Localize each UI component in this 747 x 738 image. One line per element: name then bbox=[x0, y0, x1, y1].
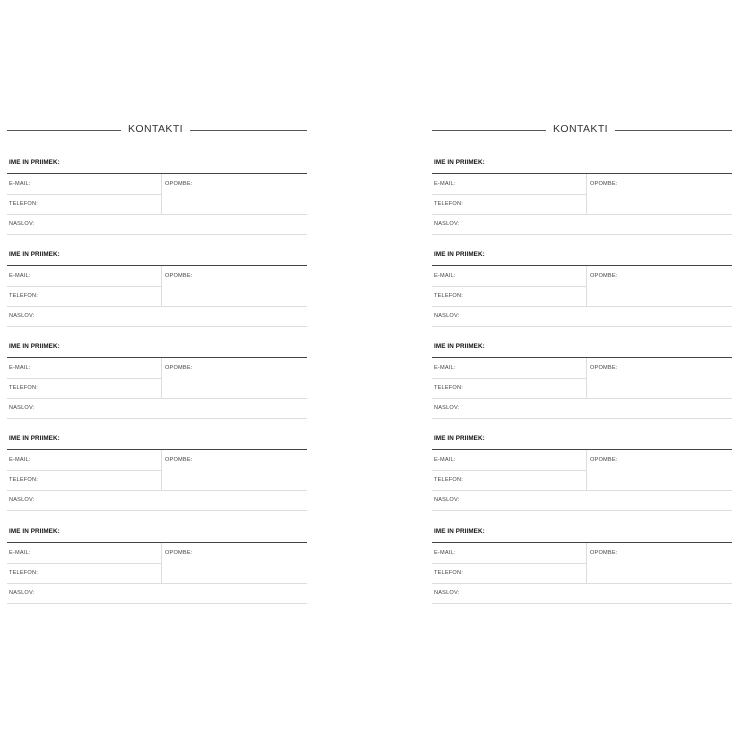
page-title: KONTAKTI bbox=[553, 123, 608, 135]
phone-label: TELEFON: bbox=[9, 477, 38, 483]
contact-entry bbox=[7, 159, 307, 239]
name-field[interactable] bbox=[7, 173, 307, 174]
contact-entry bbox=[432, 343, 732, 423]
phone-label: TELEFON: bbox=[434, 201, 463, 207]
phone-label: TELEFON: bbox=[434, 385, 463, 391]
address-field[interactable] bbox=[7, 603, 307, 604]
name-label: IME IN PRIIMEK: bbox=[434, 435, 485, 442]
phone-field[interactable] bbox=[432, 398, 732, 399]
phone-label: TELEFON: bbox=[9, 201, 38, 207]
email-label: E-MAIL: bbox=[9, 181, 31, 187]
phone-label: TELEFON: bbox=[434, 477, 463, 483]
name-label: IME IN PRIIMEK: bbox=[434, 251, 485, 258]
name-label: IME IN PRIIMEK: bbox=[434, 528, 485, 535]
email-field[interactable] bbox=[432, 194, 586, 195]
email-field[interactable] bbox=[432, 378, 586, 379]
column-divider bbox=[586, 358, 587, 398]
address-label: NASLOV: bbox=[434, 590, 460, 596]
address-field[interactable] bbox=[7, 326, 307, 327]
email-label: E-MAIL: bbox=[434, 365, 456, 371]
address-label: NASLOV: bbox=[9, 405, 35, 411]
address-field[interactable] bbox=[432, 326, 732, 327]
name-field[interactable] bbox=[7, 449, 307, 450]
address-label: NASLOV: bbox=[434, 313, 460, 319]
contact-entry bbox=[7, 251, 307, 331]
address-field[interactable] bbox=[432, 234, 732, 235]
email-field[interactable] bbox=[7, 286, 161, 287]
page-title-row bbox=[7, 121, 307, 141]
email-label: E-MAIL: bbox=[9, 550, 31, 556]
address-label: NASLOV: bbox=[434, 497, 460, 503]
email-label: E-MAIL: bbox=[9, 457, 31, 463]
contact-entry bbox=[432, 435, 732, 515]
email-field[interactable] bbox=[432, 470, 586, 471]
email-field[interactable] bbox=[432, 563, 586, 564]
email-label: E-MAIL: bbox=[434, 457, 456, 463]
name-label: IME IN PRIIMEK: bbox=[9, 251, 60, 258]
name-field[interactable] bbox=[432, 449, 732, 450]
phone-field[interactable] bbox=[432, 490, 732, 491]
notes-label: OPOMBE: bbox=[590, 181, 618, 187]
notes-label: OPOMBE: bbox=[165, 365, 193, 371]
address-label: NASLOV: bbox=[434, 405, 460, 411]
notes-label: OPOMBE: bbox=[165, 457, 193, 463]
phone-label: TELEFON: bbox=[434, 293, 463, 299]
name-field[interactable] bbox=[7, 265, 307, 266]
phone-field[interactable] bbox=[7, 398, 307, 399]
phone-label: TELEFON: bbox=[9, 570, 38, 576]
column-divider bbox=[161, 450, 162, 490]
email-label: E-MAIL: bbox=[9, 365, 31, 371]
title-rule-right bbox=[190, 130, 307, 131]
address-field[interactable] bbox=[7, 510, 307, 511]
phone-field[interactable] bbox=[7, 490, 307, 491]
column-divider bbox=[586, 174, 587, 214]
address-label: NASLOV: bbox=[9, 221, 35, 227]
name-label: IME IN PRIIMEK: bbox=[9, 343, 60, 350]
email-field[interactable] bbox=[7, 194, 161, 195]
column-divider bbox=[586, 450, 587, 490]
name-label: IME IN PRIIMEK: bbox=[9, 159, 60, 166]
address-field[interactable] bbox=[7, 234, 307, 235]
notes-label: OPOMBE: bbox=[590, 550, 618, 556]
email-field[interactable] bbox=[7, 563, 161, 564]
address-field[interactable] bbox=[432, 510, 732, 511]
name-field[interactable] bbox=[432, 265, 732, 266]
notes-label: OPOMBE: bbox=[590, 457, 618, 463]
email-label: E-MAIL: bbox=[434, 550, 456, 556]
title-rule-left bbox=[7, 130, 121, 131]
address-field[interactable] bbox=[432, 603, 732, 604]
phone-field[interactable] bbox=[7, 583, 307, 584]
contact-entry bbox=[432, 528, 732, 608]
name-field[interactable] bbox=[7, 357, 307, 358]
page-title: KONTAKTI bbox=[128, 123, 183, 135]
column-divider bbox=[161, 266, 162, 306]
notes-label: OPOMBE: bbox=[165, 273, 193, 279]
name-field[interactable] bbox=[7, 542, 307, 543]
address-label: NASLOV: bbox=[9, 313, 35, 319]
notes-label: OPOMBE: bbox=[590, 365, 618, 371]
name-label: IME IN PRIIMEK: bbox=[434, 159, 485, 166]
phone-field[interactable] bbox=[7, 306, 307, 307]
email-label: E-MAIL: bbox=[434, 273, 456, 279]
notes-label: OPOMBE: bbox=[590, 273, 618, 279]
title-rule-left bbox=[432, 130, 546, 131]
name-label: IME IN PRIIMEK: bbox=[434, 343, 485, 350]
name-field[interactable] bbox=[432, 542, 732, 543]
phone-field[interactable] bbox=[7, 214, 307, 215]
column-divider bbox=[161, 543, 162, 583]
phone-field[interactable] bbox=[432, 214, 732, 215]
column-divider bbox=[161, 358, 162, 398]
phone-field[interactable] bbox=[432, 306, 732, 307]
notes-label: OPOMBE: bbox=[165, 181, 193, 187]
phone-label: TELEFON: bbox=[9, 293, 38, 299]
phone-label: TELEFON: bbox=[9, 385, 38, 391]
contact-entry bbox=[7, 343, 307, 423]
contact-entry bbox=[432, 251, 732, 331]
name-label: IME IN PRIIMEK: bbox=[9, 528, 60, 535]
address-field[interactable] bbox=[7, 418, 307, 419]
page-title-row bbox=[432, 121, 732, 141]
contact-entry bbox=[432, 159, 732, 239]
email-field[interactable] bbox=[432, 286, 586, 287]
name-label: IME IN PRIIMEK: bbox=[9, 435, 60, 442]
column-divider bbox=[161, 174, 162, 214]
email-label: E-MAIL: bbox=[434, 181, 456, 187]
name-field[interactable] bbox=[432, 357, 732, 358]
address-label: NASLOV: bbox=[434, 221, 460, 227]
email-field[interactable] bbox=[7, 470, 161, 471]
email-label: E-MAIL: bbox=[9, 273, 31, 279]
title-rule-right bbox=[615, 130, 732, 131]
phone-field[interactable] bbox=[432, 583, 732, 584]
notes-label: OPOMBE: bbox=[165, 550, 193, 556]
contact-entry bbox=[7, 528, 307, 608]
address-label: NASLOV: bbox=[9, 590, 35, 596]
address-field[interactable] bbox=[432, 418, 732, 419]
address-label: NASLOV: bbox=[9, 497, 35, 503]
column-divider bbox=[586, 266, 587, 306]
name-field[interactable] bbox=[432, 173, 732, 174]
contact-entry bbox=[7, 435, 307, 515]
column-divider bbox=[586, 543, 587, 583]
email-field[interactable] bbox=[7, 378, 161, 379]
phone-label: TELEFON: bbox=[434, 570, 463, 576]
